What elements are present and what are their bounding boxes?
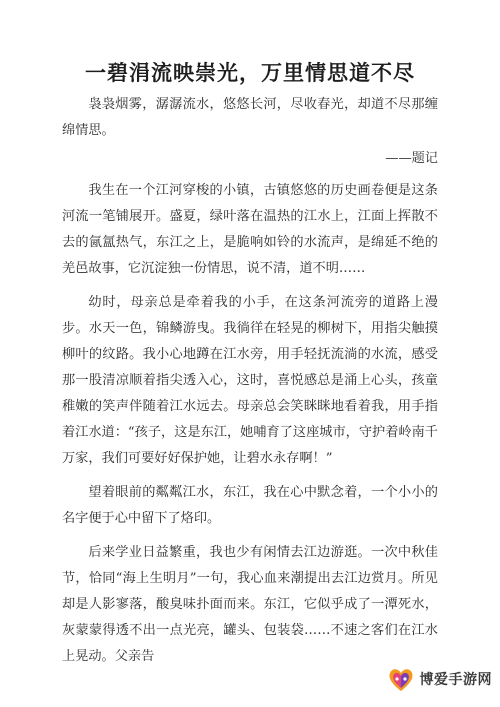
watermark-text: 博爱手游网 [419,672,492,688]
article-paragraph-3: 望着眼前的粼粼江水，东江，我在心中默念着，一个小小的名字便于心中留下了烙印。 [62,485,438,526]
article-paragraph-1: 我生在一个江河穿梭的小镇，古镇悠悠的历史画卷便是这条河流一笔铺展开。盛夏，绿叶落在温热的江水上，江面上挥散不去的氤氲热气，东江之上，是脆响如铃的水流声，是绵延不绝的羌邑故事，它沉淀独一份情思，说不清，道不明…… [62,183,438,276]
article-paragraph-4: 后来学业日益繁重，我也少有闲情去江边游逛。一次中秋佳节，恰同“海上生明月”一句，我心血来潮提出去江边赏月。所见却是人影寥落，酸臭味扑面而来。东江，它似乎成了一潭死水，灰蒙蒙得透不出一点光亮，罐头、包装袋……不速之客们在江水上晃动。父亲告 [62,545,438,664]
article-body [62,92,438,678]
site-watermark [382,659,492,699]
heart-controller-icon [386,664,416,694]
article-signature: ——题记 [385,151,438,166]
article-title: 一碧涓流映崇光，万里情思道不尽 [85,60,415,85]
article-paragraph-2: 幼时，母亲总是牵着我的小手，在这条河流旁的道路上漫步。水天一色，锦鳞游曳。我徜徉在轻晃的柳树下，用指尖触摸柳叶的纹路。我小心地蹲在江水旁，用手轻抚流淌的水流，感受那一股清凉顺着指尖透入心，这时，喜悦感总是涌上心头，孩童稚嫩的笑声伴随着江水远去。母亲总会笑眯眯地看着我，用手指着江水道：“孩子，这是东江，她哺育了这座城市，守护着岭南千万家，我们可要好好保护她，让碧水永存啊！” [62,295,438,466]
article-intro: 袅袅烟雾，潺潺流水，悠悠长河，尽收春光，却道不尽那缠绵情思。 [62,97,438,138]
